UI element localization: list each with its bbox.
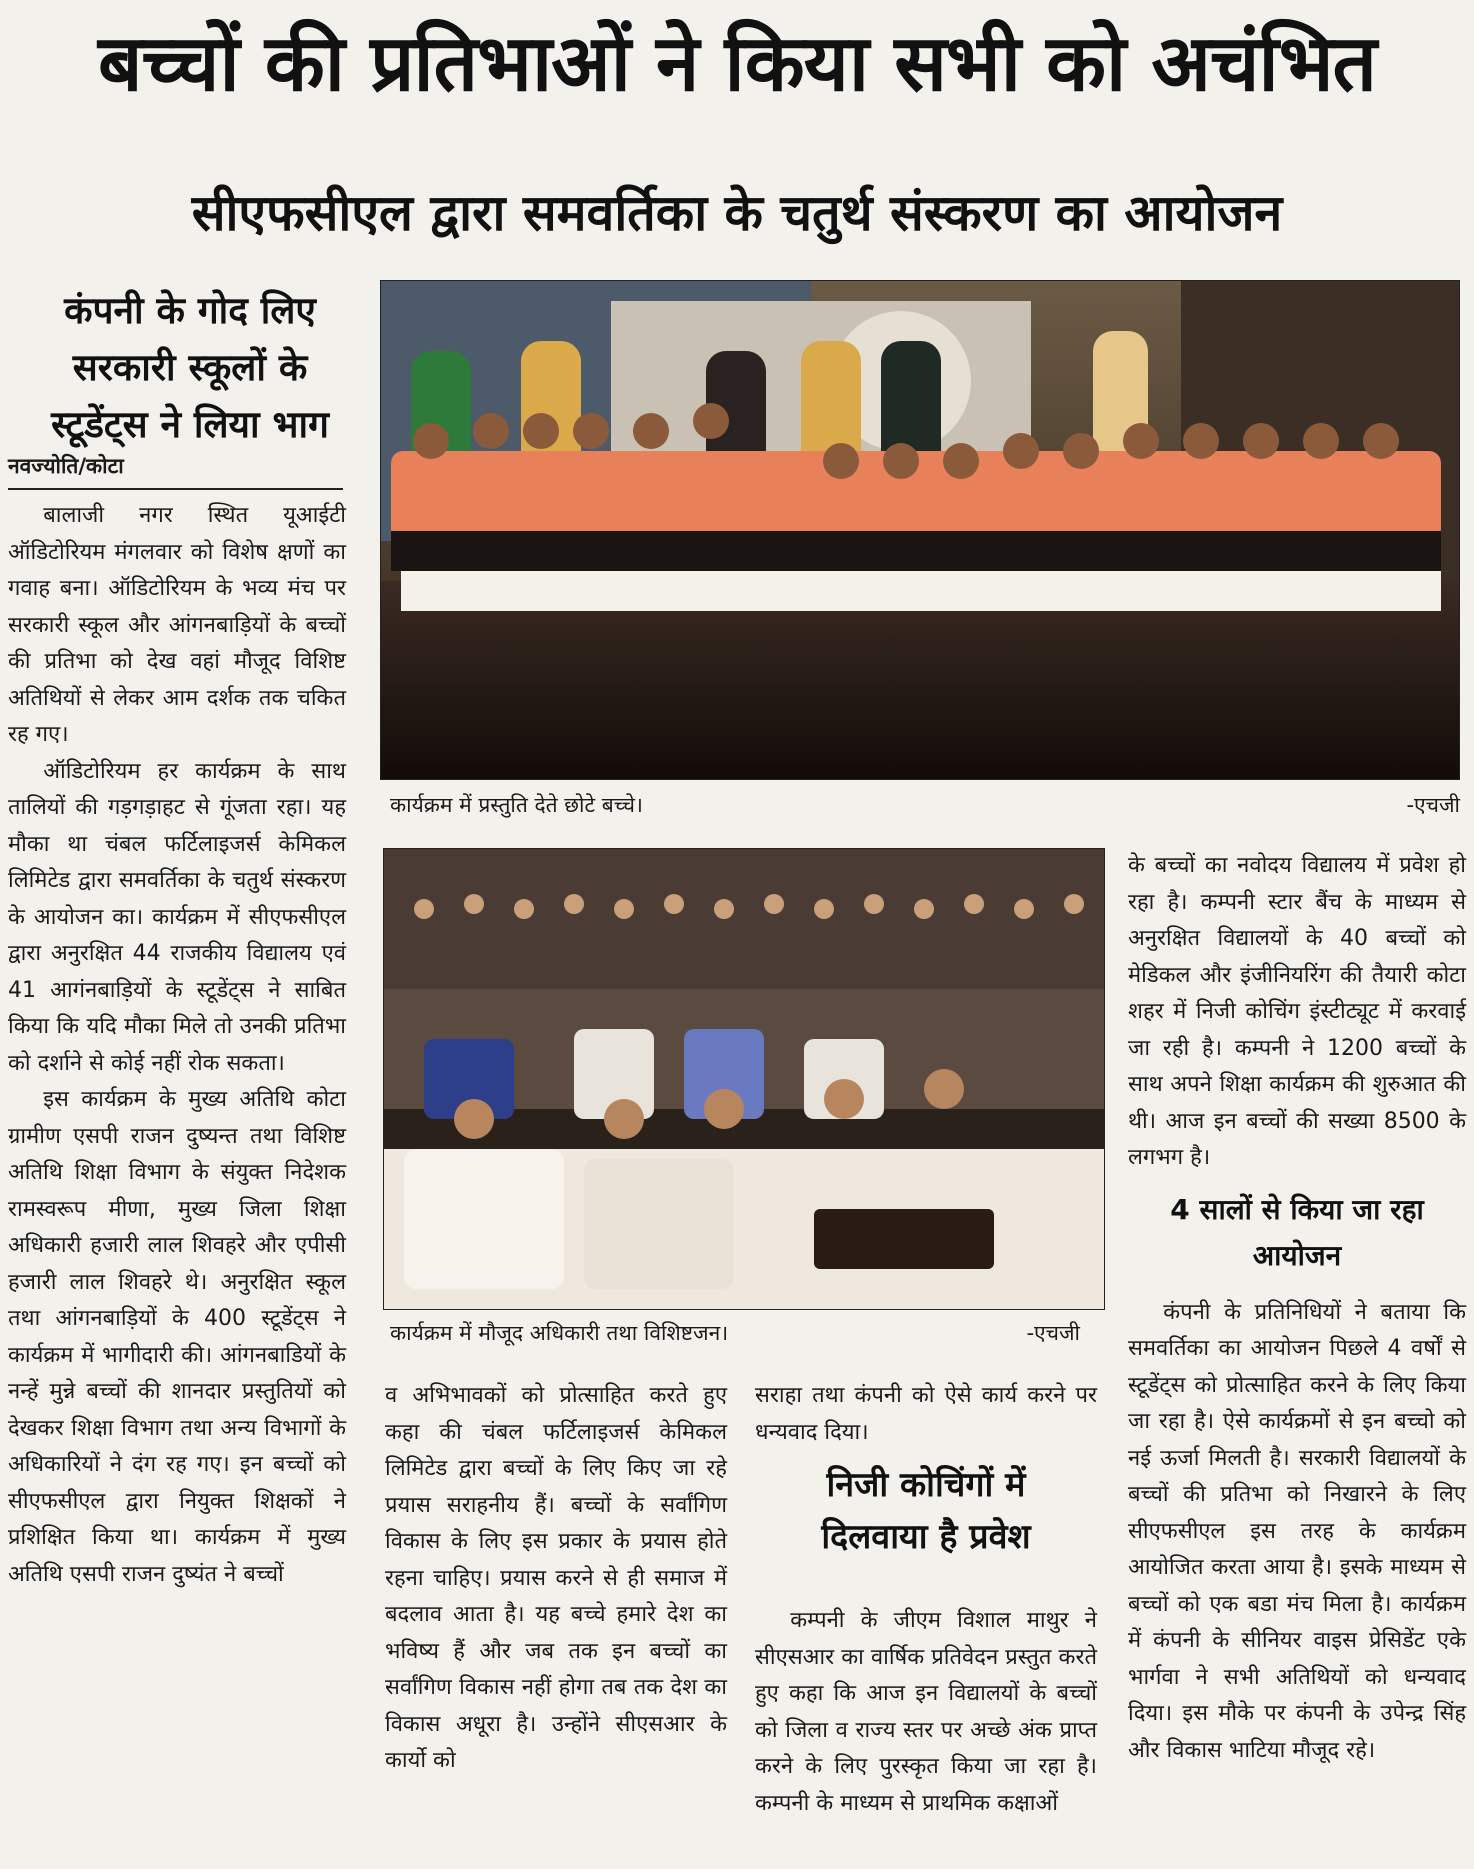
audience-photo-illustration	[384, 849, 1104, 1309]
column2-paragraph-1: व अभिभावकों को प्रोत्साहित करते हुए कहा की चंबल फर्टिलाइजर्स केमिकल लिमिटेड द्वारा बच्चों के लिए किए जा रहे प्रयास सराहनीय हैं। बच्चों के सर्वांगिण विकास के लिए इस प्रकार के प्रयास होते रहना चाहिए। प्रयास करने से ही समाज में बदलाव आता है। यह बच्चे हमारे देश का भविष्य हैं और जब तक इन बच्चों का सर्वांगिण विकास नहीं होगा तब तक देश का विकास अधूरा है। उन्होंने सीएसआर के कार्यो को	[385, 1383, 727, 1773]
photo1-caption: कार्यक्रम में प्रस्तुति देते छोटे बच्चे।	[390, 793, 643, 817]
column1-paragraph-3: इस कार्यक्रम के मुख्य अतिथि कोटा ग्रामीण एसपी राजन दुष्यन्त तथा विशिष्ट अतिथि शिक्षा विभाग के संयुक्त निदेशक रामस्वरूप मीणा, मुख्य जिला शिक्षा अधिकारी हजारी लाल शिवहरे और एपीसी हजारी लाल शिवहरे थे। अनुरक्षित स्कूल तथा आंगनबाड़ियों के 400 स्टूडेंट्स ने कार्यक्रम में भागीदारी की। आंगनबाडियों के नन्हें मुन्ने बच्चों की शानदार प्रस्तुतियों को देखकर शिक्षा विभाग तथा अन्य विभागों के अधिकारियों ने दंग रह गए। इन बच्चों को सीएफसीएल द्वारा नियुक्त शिक्षकों ने प्रशिक्षित किया था। कार्यक्रम में मुख्य अतिथि एसपी राजन दुष्यंत ने बच्चों	[8, 1087, 346, 1587]
column4-subheading: 4 सालों से किया जा रहा आयोजन	[1170, 1192, 1424, 1272]
article-column-1	[8, 498, 346, 1593]
article-column-4	[1128, 848, 1466, 1769]
photo1-caption-row	[390, 790, 1460, 820]
column3-paragraph-2: कम्पनी के जीएम विशाल माथुर ने सीएसआर का वार्षिक प्रतिवेदन प्रस्तुत करते हुए कहा कि आज इन विद्यालयों के बच्चों को जिला व राज्य स्तर पर अच्छे अंक प्राप्त करने के लिए पुरस्कृत किया जा रहा है। कम्पनी के माध्यम से प्राथमिक कक्षाओं	[755, 1608, 1097, 1816]
article-column-3	[755, 1378, 1097, 1822]
subheadline: सीएफसीएल द्वारा समवर्तिका के चतुर्थ संस्करण का आयोजन	[191, 184, 1283, 242]
byline: नवज्योति/कोटा	[8, 452, 343, 490]
photo-stage-performance	[380, 280, 1460, 780]
photo-audience	[383, 848, 1105, 1310]
column1-paragraph-2: ऑडिटोरियम हर कार्यक्रम के साथ तालियों की गड़गड़ाहट से गूंजता रहा। यह मौका था चंबल फर्टिलाइजर्स केमिकल लिमिटेड द्वारा समवर्तिका के चतुर्थ संस्करण के आयोजन का। कार्यक्रम में सीएफसीएल द्वारा अनुरक्षित 44 राजकीय विद्यालय एवं 41 आगंनबाड़ियों के स्टूडेंट्स ने साबित किया कि यदि मौका मिले तो उनकी प्रतिभा को दर्शाने से कोई नहीं रोक सकता।	[8, 758, 346, 1076]
headline: बच्चों की प्रतिभाओं ने किया सभी को अचंभित	[98, 19, 1376, 109]
column3-subheading: निजी कोचिंगों में दिलवाया है प्रवेश	[821, 1465, 1031, 1557]
photo1-credit: -एचजी	[1406, 793, 1460, 817]
photo2-credit: -एचजी	[1026, 1321, 1080, 1345]
column4-paragraph-1: के बच्चों का नवोदय विद्यालय में प्रवेश हो रहा है। कम्पनी स्टार बैंच के माध्यम से अनुरक्षित विद्यालयों के 40 बच्चों को मेडिकल और इंजीनियरिंग की तैयारी कोटा शहर में निजी कोचिंग इंस्टीट्यूट में करवाई जा रही है। कम्पनी ने 1200 बच्चों के साथ अपने शिक्षा कार्यक्रम की शुरुआत की थी। आज इन बच्चों की सख्या 8500 के लगभग है।	[1128, 853, 1466, 1170]
article-column-2	[385, 1378, 727, 1780]
column1-paragraph-1: बालाजी नगर स्थित यूआईटी ऑडिटोरियम मंगलवार को विशेष क्षणों का गवाह बना। ऑडिटोरियम के भव्य मंच पर सरकारी स्कूल और आंगनबाड़ियों के बच्चों की प्रतिभा को देख वहां मौजूद विशिष्ट अतिथियों से लेकर आम दर्शक तक चकित रह गए।	[8, 503, 346, 747]
side-heading: कंपनी के गोद लिए सरकारी स्कूलों के स्टूडेंट्स ने लिया भाग	[51, 289, 329, 446]
photo2-caption: कार्यक्रम में मौजूद अधिकारी तथा विशिष्टजन।	[390, 1321, 729, 1345]
photo2-caption-row	[390, 1318, 1080, 1348]
column3-paragraph-1: सराहा तथा कंपनी को ऐसे कार्य करने पर धन्यवाद दिया।	[755, 1383, 1097, 1445]
stage-photo-illustration	[381, 281, 1459, 779]
column4-paragraph-2: कंपनी के प्रतिनिधियों ने बताया कि समवर्तिका का आयोजन पिछले 4 वर्षों से स्टूडेंट्स को प्रोत्साहित करने के लिए किया जा रहा है। ऐसे कार्यक्रमों से इन बच्चो को नई ऊर्जा मिलती है। सरकारी विद्यालयों के बच्चों की प्रतिभा को निखारने के लिए सीएफसीएल इस तरह के कार्यक्रम आयोजित करता आया है। इसके माध्यम से बच्चों को एक बडा मंच मिला है। कार्यक्रम में कंपनी के सीनियर वाइस प्रेसिडेंट एके भार्गवा ने सभी अतिथियों को धन्यवाद दिया। इस मौके पर कंपनी के उपेन्द्र सिंह और विकास भाटिया मौजूद रहे।	[1128, 1299, 1466, 1763]
